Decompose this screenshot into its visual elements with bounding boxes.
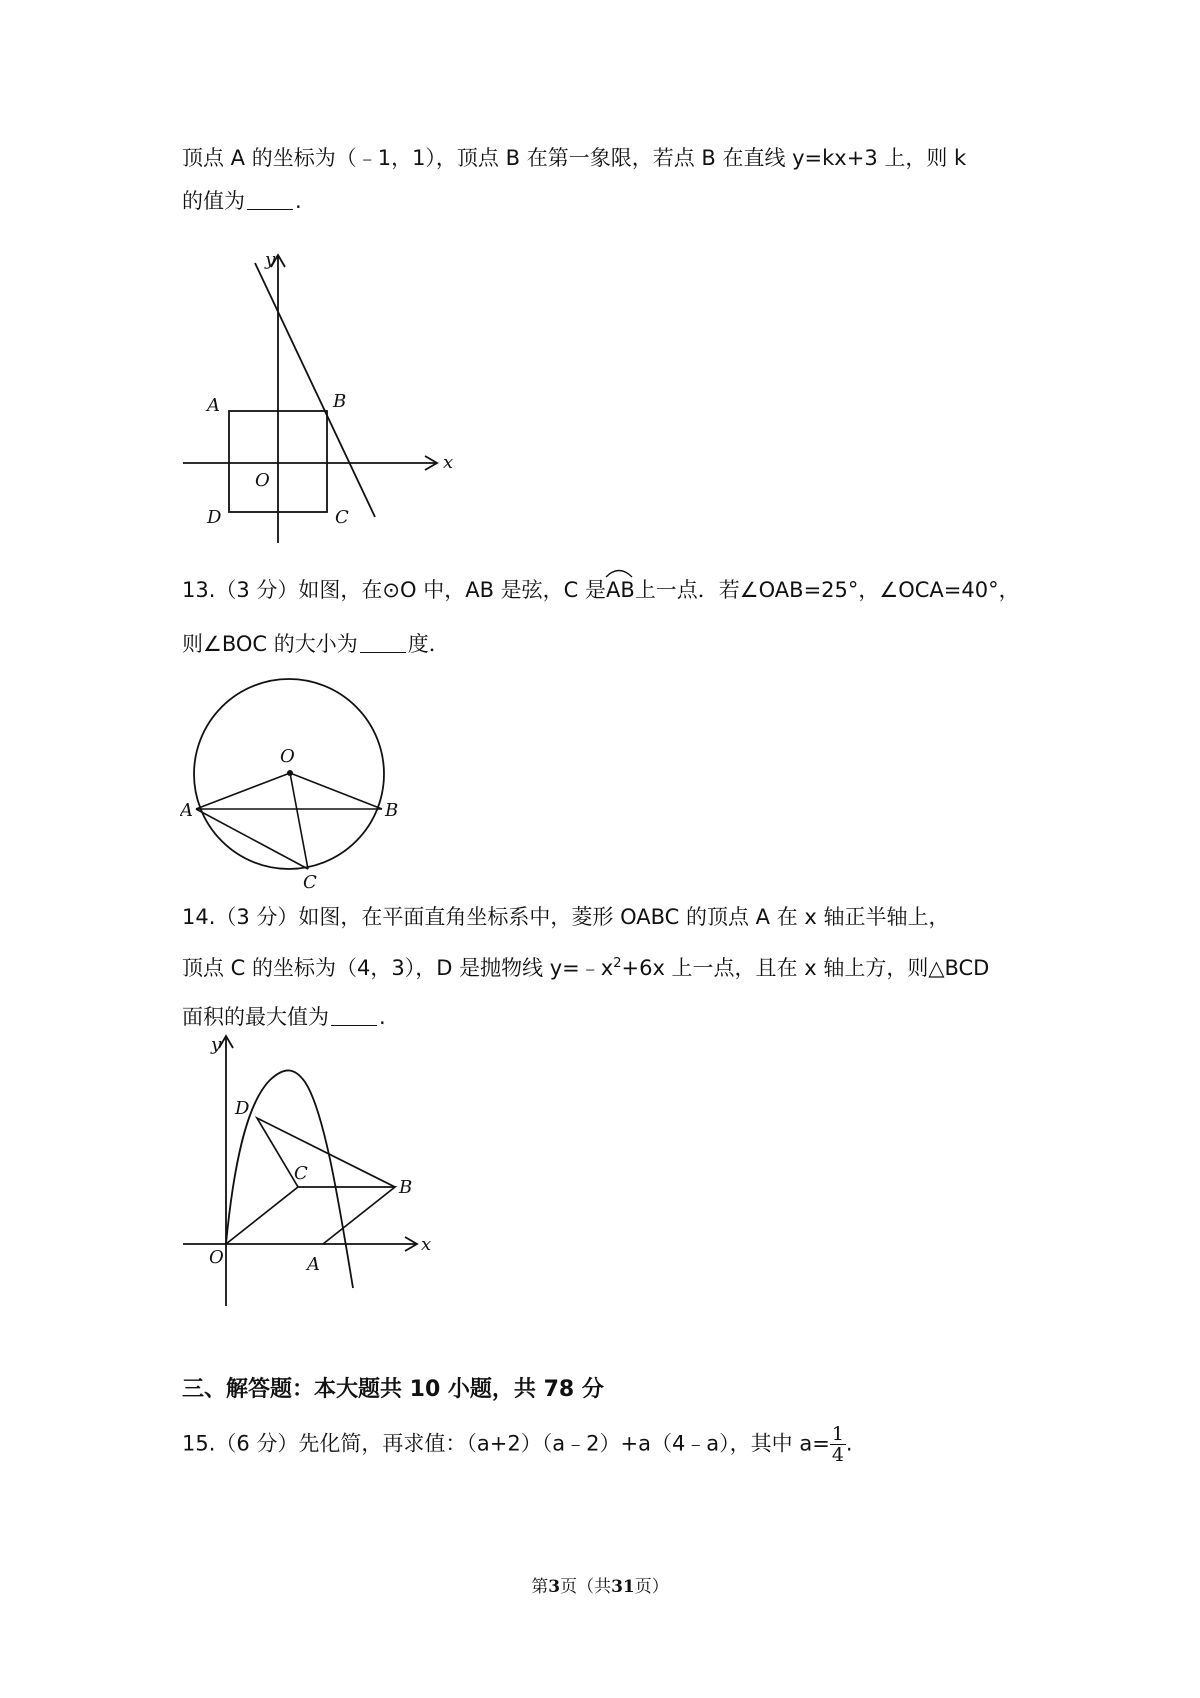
rhombus-OABC [226, 1187, 395, 1244]
segment-OB [290, 773, 382, 809]
q13-line1-post: 上一点．若∠OAB=25°，∠OCA=40°， [634, 578, 1020, 602]
footer-page-number: 3 [548, 1577, 561, 1597]
arc-mark-icon [604, 566, 634, 578]
q14-line3 [182, 1003, 386, 1031]
segment-AC [196, 809, 308, 869]
q12-answer-blank [247, 191, 293, 210]
label-C: C [335, 507, 349, 528]
label-B: B [399, 1177, 413, 1198]
label-O: O [255, 470, 270, 491]
label-A: A [307, 1254, 320, 1275]
q14-answer-blank [331, 1007, 377, 1026]
footer-total-pages: 31 [611, 1577, 635, 1597]
q15-frac-numerator: 1 [831, 1423, 844, 1445]
q15-frac-denominator: 4 [831, 1444, 844, 1466]
q15-line [182, 1424, 853, 1465]
q13-line2-pre: 则∠BOC 的大小为 [182, 632, 358, 656]
label-D: D [207, 507, 222, 528]
label-x: x [443, 452, 454, 473]
q13-line1-pre: 13.（3 分）如图，在⊙O 中，AB 是弦，C 是 [182, 578, 607, 602]
segment-OC [290, 773, 308, 869]
q15-text-post: . [845, 1431, 853, 1456]
q14-line3-post: . [379, 1005, 386, 1029]
footer-mid: 页（共 [560, 1577, 612, 1597]
label-B: B [385, 800, 399, 821]
q12-line2 [182, 187, 302, 215]
q12-line2-post: . [295, 189, 302, 213]
q15-fraction [830, 1424, 846, 1465]
label-y: y [265, 249, 276, 270]
q14-line3-pre: 面积的最大值为 [182, 1005, 329, 1029]
label-C: C [303, 872, 317, 892]
q14-figure [175, 1030, 445, 1324]
q13-figure [180, 672, 400, 896]
q14-line1: 14.（3 分）如图，在平面直角坐标系中，菱形 OABC 的顶点 A 在 x 轴正半轴上， [182, 905, 950, 929]
page-footer [0, 1572, 1200, 1597]
q14-line2-post: +6x 上一点，且在 x 轴上方，则△BCD [621, 956, 990, 980]
q14-line2-sup: 2 [613, 956, 622, 971]
section-heading: 三、解答题：本大题共 10 小题，共 78 分 [182, 1377, 604, 1402]
label-O: O [280, 746, 295, 767]
q12-line1: 顶点 A 的坐标为（﹣1，1），顶点 B 在第一象限，若点 B 在直线 y=kx+3 上，则 k [182, 146, 967, 170]
q13-line2 [182, 630, 450, 658]
q13-line1 [182, 576, 1020, 604]
label-C: C [294, 1163, 308, 1184]
label-A: A [207, 395, 220, 416]
footer-pre: 第 [531, 1577, 549, 1597]
q13-line2-post: 度． [407, 632, 450, 656]
q15-text-pre: 15.（6 分）先化简，再求值：（a+2）（a﹣2）+a（4﹣a），其中 a= [182, 1431, 830, 1456]
q12-line2-pre: 的值为 [182, 189, 245, 213]
q13-arc-AB: AB [606, 576, 635, 604]
triangle-BCD [257, 1118, 395, 1187]
q13-answer-blank [360, 634, 406, 653]
label-D: D [235, 1098, 250, 1119]
label-O: O [209, 1247, 224, 1268]
q12-figure [175, 245, 455, 549]
q14-line2-pre: 顶点 C 的坐标为（4，3），D 是抛物线 y=﹣x [182, 956, 614, 980]
label-B: B [333, 391, 347, 412]
label-y: y [211, 1034, 222, 1055]
label-x: x [421, 1234, 432, 1255]
line-y-kx-3 [255, 263, 375, 517]
segment-OA [196, 773, 290, 809]
q14-line2 [182, 954, 989, 982]
footer-post: 页） [634, 1577, 669, 1597]
label-A: A [180, 800, 193, 821]
